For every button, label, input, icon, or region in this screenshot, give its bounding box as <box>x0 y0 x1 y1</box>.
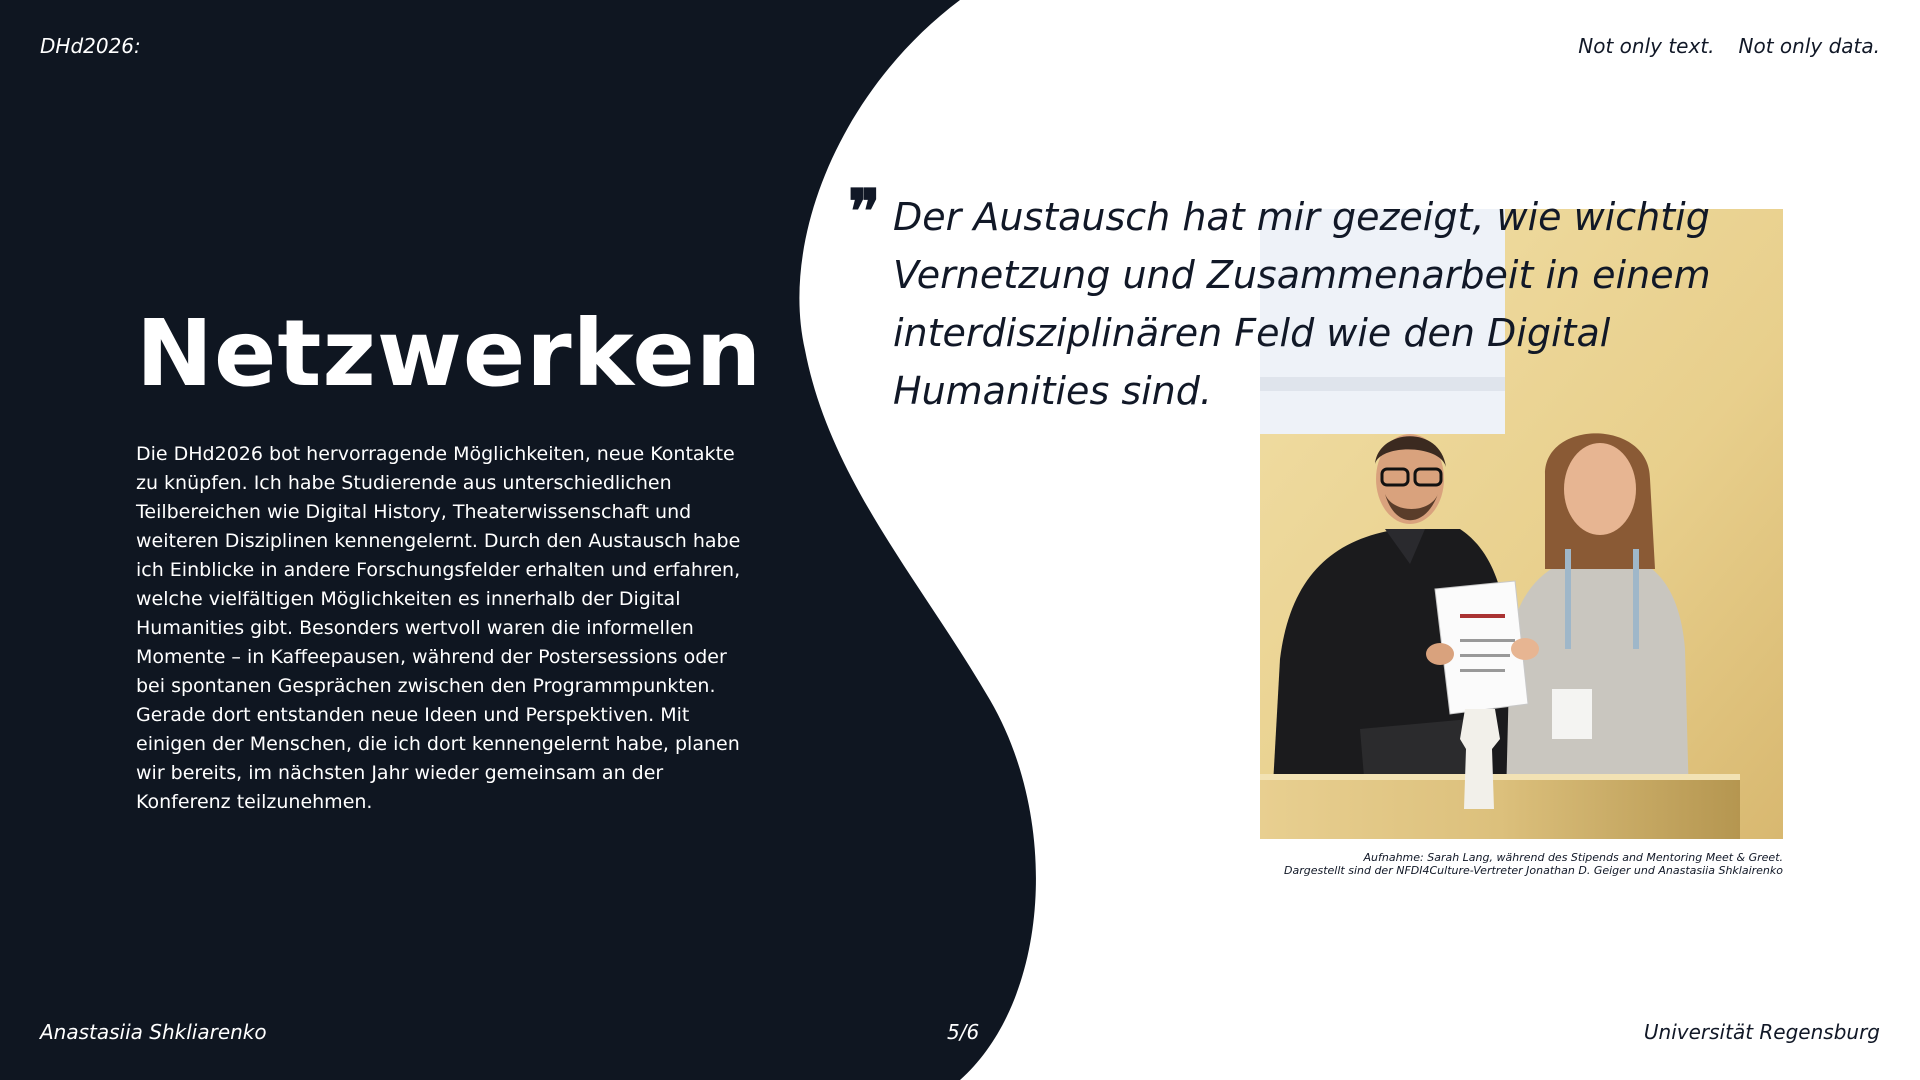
tagline-part-2: Not only data. <box>1738 34 1880 58</box>
quote-icon: ❞ <box>848 177 881 247</box>
institution-name: Universität Regensburg <box>1643 1020 1880 1044</box>
pull-quote: Der Austausch hat mir gezeigt, wie wichtig Vernetzung und Zusammenarbeit in einem interdisziplinären Feld wie den Digital Humanities sind. <box>893 195 1711 413</box>
caption-line-1: Aufnahme: Sarah Lang, während des Stipends and Mentoring Meet & Greet. <box>1363 851 1783 864</box>
slide-title: Netzwerken <box>136 300 763 407</box>
author-name: Anastasiia Shkliarenko <box>40 1020 267 1044</box>
caption-line-2: Dargestellt sind der NFDI4Culture-Vertreter Jonathan D. Geiger und Anastasiia Shklairenko <box>1284 864 1783 877</box>
conference-tagline <box>1578 34 1880 58</box>
photo-caption <box>1240 851 1783 877</box>
tagline-part-1: Not only text. <box>1578 34 1715 58</box>
page-number: 5/6 <box>947 1020 980 1044</box>
conference-label: DHd2026: <box>40 34 141 58</box>
slide-body-text: Die DHd2026 bot hervorragende Möglichkeiten, neue Kontakte zu knüpfen. Ich habe Studierende aus unterschiedlichen Teilbereichen wie Digital History, Theaterwissenschaft und weiteren Disziplinen kennengelernt. Durch den Austausch habe ich Einblicke in andere Forschungsfelder erhalten und erfahren, welche vielfältigen Möglichkeiten es innerhalb der Digital Humanities gibt. Besonders wertvoll waren die informellen Momente – in Kaffeepausen, während der Postersessions oder bei spontanen Gesprächen zwischen den Programmpunkten. Gerade dort entstanden neue Ideen und Perspektiven. Mit einigen der Menschen, die ich dort kennengelernt habe, planen wir bereits, im nächsten Jahr wieder gemeinsam an der Konferenz teilzunehmen. <box>136 443 741 813</box>
